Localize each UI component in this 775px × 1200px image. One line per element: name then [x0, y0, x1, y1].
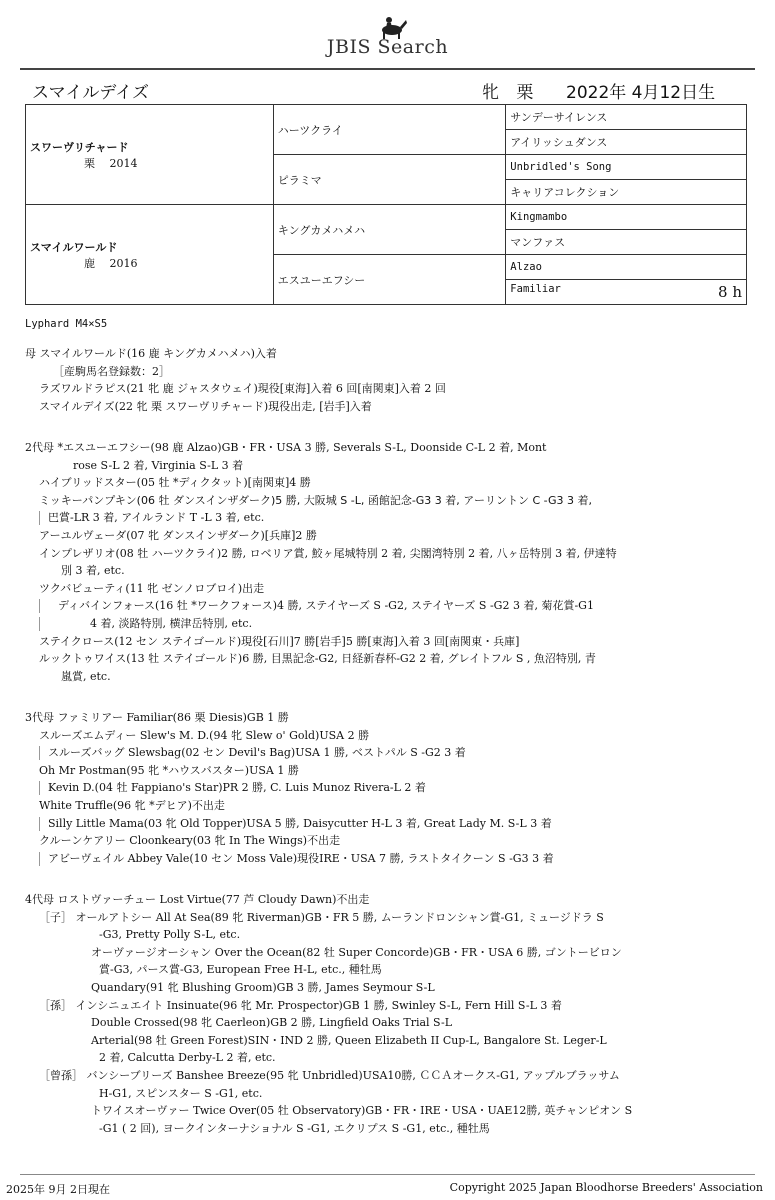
dss-cell: Kingmambo [506, 205, 747, 230]
footer-copyright: Copyright 2025 Japan Bloodhorse Breeders' Association [449, 1181, 763, 1194]
family-line: クルーンケアリー Cloonkeary(03 牝 In The Wings)不出走 [39, 834, 341, 848]
descendant-line: Quandary(91 牝 Blushing Groom)GB 3 勝, James Seymour S-L [91, 980, 435, 994]
fourth-dam-section [25, 891, 750, 1137]
family-line: アーユルヴェーダ(07 牝 ダンスインザダーク)[兵庫]2 勝 [39, 528, 317, 542]
fourth-dam-line: 4代母 ロストヴァーチュー Lost Virtue(77 芦 Cloudy Dawn)不出走 [25, 893, 370, 906]
descendant-line: Double Crossed(98 牝 Caerleon)GB 2 勝, Lingfield Oaks Trial S-L [91, 1016, 453, 1030]
family-line: スルーズエムディー Slew's M. D.(94 牝 Slew o' Gold)USA 2 勝 [39, 728, 370, 742]
descendant-line: ［子］ オールアトシー All At Sea(89 牝 Riverman)GB・FR 5 勝, ムーランドロンシャン賞-G1, ミュージドラ S [39, 910, 604, 924]
second-dam-line-cont: rose S-L 2 着, Virginia S-L 3 着 [73, 458, 244, 472]
sire-info: 栗 2014 [84, 156, 138, 170]
logo-text: JBIS Search [326, 36, 449, 58]
descendant-line-cont: 2 着, Calcutta Derby-L 2 着, etc. [99, 1051, 276, 1065]
ddd-name: Familiar [510, 283, 561, 295]
sire-dam-cell: ピラミマ [273, 155, 506, 205]
horse-title [26, 78, 746, 102]
descendant-line: トワイスオーヴァー Twice Over(05 牡 Observatory)GB・FR・IRE・USA・UAE12勝, 英チャンピオン S [91, 1104, 633, 1118]
horse-name: スマイルデイズ [32, 83, 149, 103]
family-line: ハイブリッドスター(05 牡 *ディクタット)[南関東]4 勝 [39, 476, 311, 490]
sdd-cell: キャリアコレクション [506, 180, 747, 205]
footer-date: 2025年 9月 2日現在 [6, 1183, 110, 1196]
line-text: 巴賞-LR 3 着, アイルランド T -L 3 着, etc. [48, 511, 265, 525]
pedigree-table [25, 104, 747, 305]
dam-section [25, 345, 750, 415]
family-line [25, 744, 750, 762]
descendant-line-cont: H-G1, スピンスター S -G1, etc. [99, 1086, 263, 1100]
dds-cell: Alzao [506, 255, 747, 280]
family-line: ツクバビューティ(11 牝 ゼンノロブロイ)出走 [39, 581, 265, 595]
family-line [25, 850, 750, 868]
third-dam-section [25, 709, 750, 867]
descendant-line: Arterial(98 牡 Green Forest)SIN・IND 2 勝, Queen Elizabeth II Cup-L, Bangalore St. Leger-L [91, 1033, 607, 1047]
family-line [25, 815, 750, 833]
dam-offspring-count: ［産駒馬名登録数：2］ [53, 364, 170, 378]
second-dam-section [25, 439, 750, 685]
dam-info: 鹿 2016 [84, 256, 138, 270]
dam-cell [26, 205, 274, 305]
horse-birth: 2022年 4月12日生 [566, 83, 716, 103]
family-line: インプレザリオ(08 牡 ハーツクライ)2 勝, ロベリア賞, 鮫ヶ尾城特別 2 着, 尖閣湾特別 2 着, 八ヶ岳特別 3 着, 伊達特 [39, 546, 617, 560]
descendant-line-cont: -G3, Pretty Polly S-L, etc. [99, 928, 241, 942]
family-line [25, 597, 750, 615]
line-text: アビーヴェイル Abbey Vale(10 セン Moss Vale)現役IRE・USA 7 勝, ラストタイクーン S -G3 3 着 [48, 851, 554, 865]
descendant-line: ［孫］ インシニュエイト Insinuate(96 牝 Mr. Prospector)GB 1 勝, Swinley S-L, Fern Hill S-L 3 着 [39, 998, 562, 1012]
family-line-cont [25, 615, 750, 633]
family-line: ミッキーパンプキン(06 牡 ダンスインザダーク)5 勝, 大阪城 S -L, 函館記念-G3 3 着, アーリントン C -G3 3 着, [39, 493, 593, 507]
sire-cell [26, 105, 274, 205]
inbreeding-line: Lyphard M4×S5 [25, 318, 108, 330]
family-line: Oh Mr Postman(95 牝 *ハウスバスター)USA 1 勝 [39, 763, 299, 777]
horse-sex-color: 牝 栗 [482, 83, 540, 103]
dam-line: 母 スマイルワールド(16 鹿 キングカメハメハ)入着 [25, 347, 277, 360]
sire-name: スワーヴリチャード [30, 140, 129, 154]
family-line: ステイクロース(12 セン ステイゴールド)現役[石川]7 勝[岩手]5 勝[東海]入着 3 回[南関東・兵庫] [39, 634, 520, 648]
family-line [25, 779, 750, 797]
dam-sire-cell: キングカメハメハ [273, 205, 506, 255]
family-line-cont: 別 3 着, etc. [61, 564, 125, 578]
descendant-line: ［曾孫］ バンシーブリーズ Banshee Breeze(95 牝 Unbridled)USA10勝, ＣＣＡオークス-G1, アップルブラッサム [39, 1068, 620, 1082]
line-text: 4 着, 淡路特別, 横津岳特別, etc. [90, 616, 253, 630]
descendant-line-cont: 賞-G3, パース賞-G3, European Free H-L, etc., 種牡馬 [99, 963, 382, 977]
family-line-cont [25, 509, 750, 527]
dam-name: スマイルワールド [30, 240, 118, 254]
line-text: スルーズバッグ Slewsbag(02 セン Devil's Bag)USA 1 勝, ベストパル S -G2 3 着 [48, 746, 466, 760]
footer-rule [20, 1174, 755, 1175]
offspring-line: スマイルデイズ(22 牝 栗 スワーヴリチャード)現役出走, [岩手]入着 [39, 399, 372, 413]
family-line-cont: 嵐賞, etc. [61, 669, 111, 683]
dam-dam-cell: エスユーエフシー [273, 255, 506, 305]
dsd-cell: マンファス [506, 230, 747, 255]
third-dam-line: 3代母 ファミリアー Familiar(86 栗 Diesis)GB 1 勝 [25, 711, 289, 724]
sss-cell: サンデーサイレンス [506, 105, 747, 130]
second-dam-line: 2代母 *エスユーエフシー(98 鹿 Alzao)GB・FR・USA 3 勝, Severals S-L, Doonside C-L 2 着, Mont [25, 441, 547, 454]
descendant-line: オーヴァージオーシャン Over the Ocean(82 牡 Super Concorde)GB・FR・USA 6 勝, ゴントービロン [91, 945, 622, 959]
line-text: Kevin D.(04 牡 Fappiano's Star)PR 2 勝, C. Luis Munoz Rivera-L 2 着 [48, 781, 426, 795]
ssd-cell: アイリッシュダンス [506, 130, 747, 155]
offspring-line: ラズワルドラピス(21 牝 鹿 ジャスタウェイ)現役[東海]入着 6 回[南関東]入着 2 回 [39, 382, 446, 396]
sire-sire-cell: ハーツクライ [273, 105, 506, 155]
family-number: 8 h [718, 283, 742, 301]
line-text: ディバインフォース(16 牡 *ワークフォース)4 勝, ステイヤーズ S -G2, ステイヤーズ S -G2 3 着, 菊花賞-G1 [58, 599, 594, 613]
family-line: ルックトゥワイス(13 牡 ステイゴールド)6 勝, 目黒記念-G2, 日経新春杯-G2 2 着, グレイトフル S , 魚沼特別, 青 [39, 652, 596, 666]
descendant-line-cont: -G1 ( 2 回), ヨークインターナショナル S -G1, エクリプス S -G1, etc., 種牡馬 [99, 1121, 490, 1135]
header-rule [20, 68, 755, 70]
sds-cell: Unbridled's Song [506, 155, 747, 180]
line-text: Silly Little Mama(03 牝 Old Topper)USA 5 勝, Daisycutter H-L 3 着, Great Lady M. S-L 3 着 [48, 816, 552, 830]
ddd-cell [506, 280, 747, 305]
family-line: White Truffle(96 牝 *デヒア)不出走 [39, 798, 225, 812]
jbis-logo [0, 8, 775, 58]
